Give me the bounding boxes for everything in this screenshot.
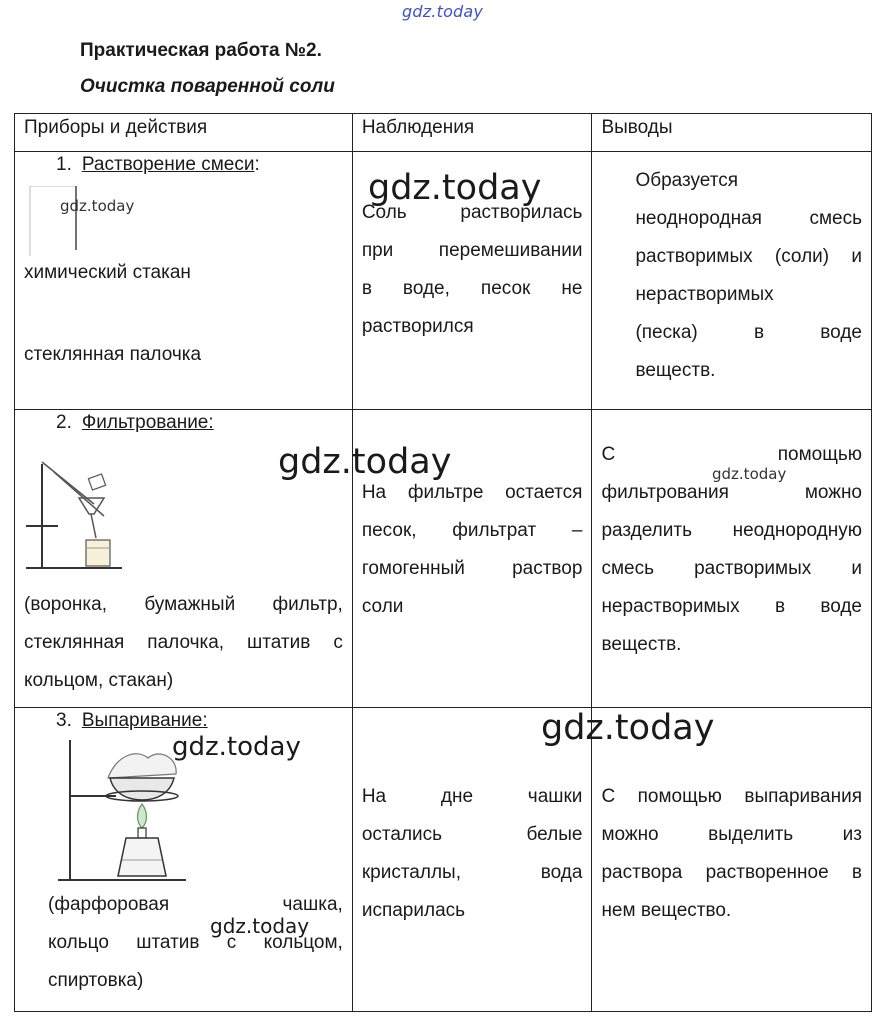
row2-obs-line: гомогенный раствор <box>361 558 583 579</box>
watermark-top: gdz.today <box>402 2 484 21</box>
header-observations: Наблюдения <box>352 114 592 152</box>
watermark: gdz.today <box>712 465 787 483</box>
row1-step <box>24 152 343 178</box>
row3-step-label: Выпаривание: <box>81 710 208 731</box>
row1-equipment-2: стеклянная палочка <box>24 344 202 365</box>
row2-conclusion-cell <box>592 410 872 708</box>
watermark: gdz.today <box>278 442 452 482</box>
watermark: gdz.today <box>541 708 715 748</box>
row2-obs-line: На фильтре остается <box>361 482 583 503</box>
row3-con-line: С помощью выпаривания <box>601 786 862 807</box>
page-title: Практическая работа №2. <box>80 40 322 61</box>
row2-con-line: фильтрования можно <box>601 482 862 503</box>
row2-equipment <box>24 586 343 700</box>
row3-observation-cell <box>352 708 592 1012</box>
row1-con-line: нерастворимых <box>635 284 774 305</box>
table-header-row <box>15 114 872 152</box>
row2-obs-line: песок, фильтрат – <box>361 520 583 541</box>
row3-step-number: 3. <box>56 710 72 731</box>
row3-obs-line: испарилась <box>361 900 466 921</box>
watermark: gdz.today <box>60 197 135 215</box>
row3-step <box>24 708 343 734</box>
watermark: gdz.today <box>172 732 301 762</box>
row3-obs-line: На дне чашки <box>361 786 583 807</box>
row1-con-line: Образуется <box>635 170 739 191</box>
row2-con-line: смесь растворимых и <box>601 558 862 579</box>
row2-con-line: С помощью <box>601 444 862 465</box>
row1-image <box>24 178 343 264</box>
row2-eq-line: кольцом, стакан) <box>24 670 174 691</box>
row3-con-line: можно выделить из <box>601 824 862 845</box>
row2-conclusion <box>601 410 862 664</box>
row3-obs-line: кристаллы, вода <box>361 862 583 883</box>
row2-con-line: веществ. <box>601 634 682 655</box>
row2-step-number: 2. <box>56 412 72 433</box>
row3-obs-line: остались белые <box>361 824 583 845</box>
row1-step-label: Растворение смеси <box>81 154 255 175</box>
row1-con-line: (песка) в воде <box>635 322 862 343</box>
row1-obs-line: в воде, песок не <box>361 278 583 299</box>
row3-con-line: нем вещество. <box>601 900 732 921</box>
row3-eq-line: кольцо штатив с кольцом, <box>48 932 343 953</box>
row1-con-line: неоднородная смесь <box>635 208 862 229</box>
table-row <box>15 708 872 1012</box>
row2-con-line: нерастворимых в воде <box>601 596 862 617</box>
row1-step-number: 1. <box>56 154 72 175</box>
row3-equipment <box>24 886 343 1000</box>
row3-con-line: раствора растворенное в <box>601 862 862 883</box>
header-conclusions: Выводы <box>592 114 872 152</box>
row2-step-label: Фильтрование: <box>81 412 214 433</box>
row2-eq-line: стеклянная палочка, штатив с <box>24 632 343 653</box>
watermark: gdz.today <box>368 168 542 208</box>
page-subtitle: Очистка поваренной соли <box>80 76 335 97</box>
row1-con-line: веществ. <box>635 360 716 381</box>
header-equipment: Приборы и действия <box>15 114 353 152</box>
watermark: gdz.today <box>210 914 310 938</box>
work-table <box>14 113 872 1012</box>
row1-step-suffix: : <box>254 154 260 175</box>
row2-eq-line: (воронка, бумажный фильтр, <box>24 594 343 615</box>
row1-obs-line: Соль растворилась <box>361 202 583 223</box>
row1-conclusion <box>601 152 862 390</box>
row2-obs-line: соли <box>361 596 404 617</box>
row3-eq-line: спиртовка) <box>48 970 144 991</box>
filtration-setup-icon <box>24 458 124 578</box>
row2-step <box>24 410 343 436</box>
row1-con-line: растворимых (соли) и <box>635 246 862 267</box>
row3-eq-line: (фарфоровая чашка, <box>48 894 343 915</box>
row3-conclusion-cell <box>592 708 872 1012</box>
row1-obs-line: растворился <box>361 316 474 337</box>
row2-con-line: разделить неоднородную <box>601 520 862 541</box>
row1-obs-line: при перемешивании <box>361 240 583 261</box>
row1-equipment-1: химический стакан <box>24 262 191 283</box>
row1-conclusion-cell <box>592 152 872 410</box>
row1-equipment-cell <box>15 152 353 410</box>
